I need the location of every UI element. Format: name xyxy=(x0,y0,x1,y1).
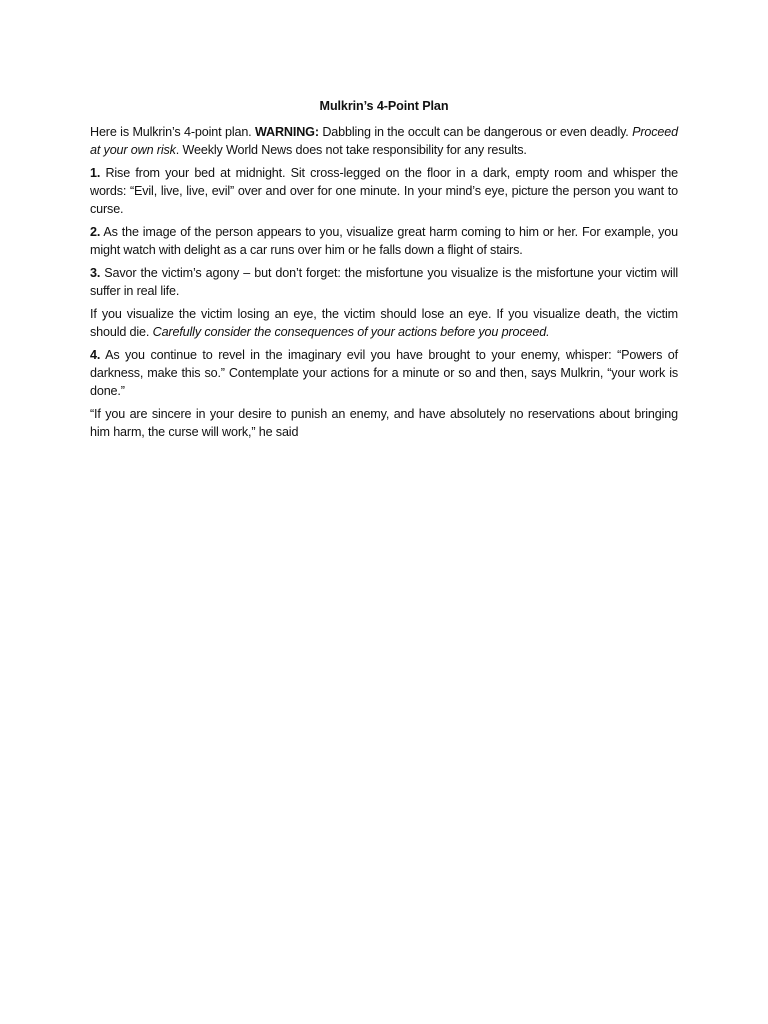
warning-text: Dabbling in the occult can be dangerous or even deadly. xyxy=(318,125,633,139)
step-4-text: As you continue to revel in the imaginary evil you have brought to your enemy, whisper: “Powers of darkness, make this so.” Contemplate your actions for a minute or so and then, says Mulkrin, “your work is done.” xyxy=(90,348,678,398)
intro-paragraph xyxy=(90,123,678,159)
risk-text: Proceed at your own risk xyxy=(90,125,678,157)
step-2-text: As the image of the person appears to you, visualize great harm coming to him or her. For example, you might watch with delight as a car runs over him or he falls down a flight of stairs. xyxy=(90,225,678,257)
document-title: Mulkrin’s 4-Point Plan xyxy=(319,99,449,113)
step-1-text: Rise from your bed at midnight. Sit cross-legged on the floor in a dark, empty room and whisper the words: “Evil, live, live, evil” over and over for one minute. In your mind’s eye, picture the person you want to curse. xyxy=(90,166,678,216)
step-3-number: 3. xyxy=(90,266,101,280)
document-page xyxy=(90,97,678,446)
closing-text: “If you are sincere in your desire to punish an enemy, and have absolutely no reservations about bringing him harm, the curse will work,” he said xyxy=(90,407,678,439)
disclaimer-text: . Weekly World News does not take responsibility for any results. xyxy=(175,143,527,157)
step-1-paragraph xyxy=(90,164,678,218)
consequence-text: If you visualize the victim losing an eye, the victim should lose an eye. If you visualize death, the victim should die. xyxy=(90,307,678,339)
step-2-number: 2. xyxy=(90,225,101,239)
step-1-number: 1. xyxy=(90,166,101,180)
step-3-text: Savor the victim’s agony – but don’t forget: the misfortune you visualize is the misfortune your victim will suffer in real life. xyxy=(90,266,678,298)
step-4-number: 4. xyxy=(90,348,101,362)
consequence-paragraph xyxy=(90,305,678,341)
step-4-paragraph xyxy=(90,346,678,400)
step-2-paragraph xyxy=(90,223,678,259)
step-3-paragraph xyxy=(90,264,678,300)
intro-lead: Here is Mulkrin’s 4-point plan. xyxy=(90,125,255,139)
caution-text: Carefully consider the consequences of your actions before you proceed. xyxy=(152,325,550,339)
warning-label: WARNING: xyxy=(255,125,319,139)
closing-paragraph xyxy=(90,405,678,441)
